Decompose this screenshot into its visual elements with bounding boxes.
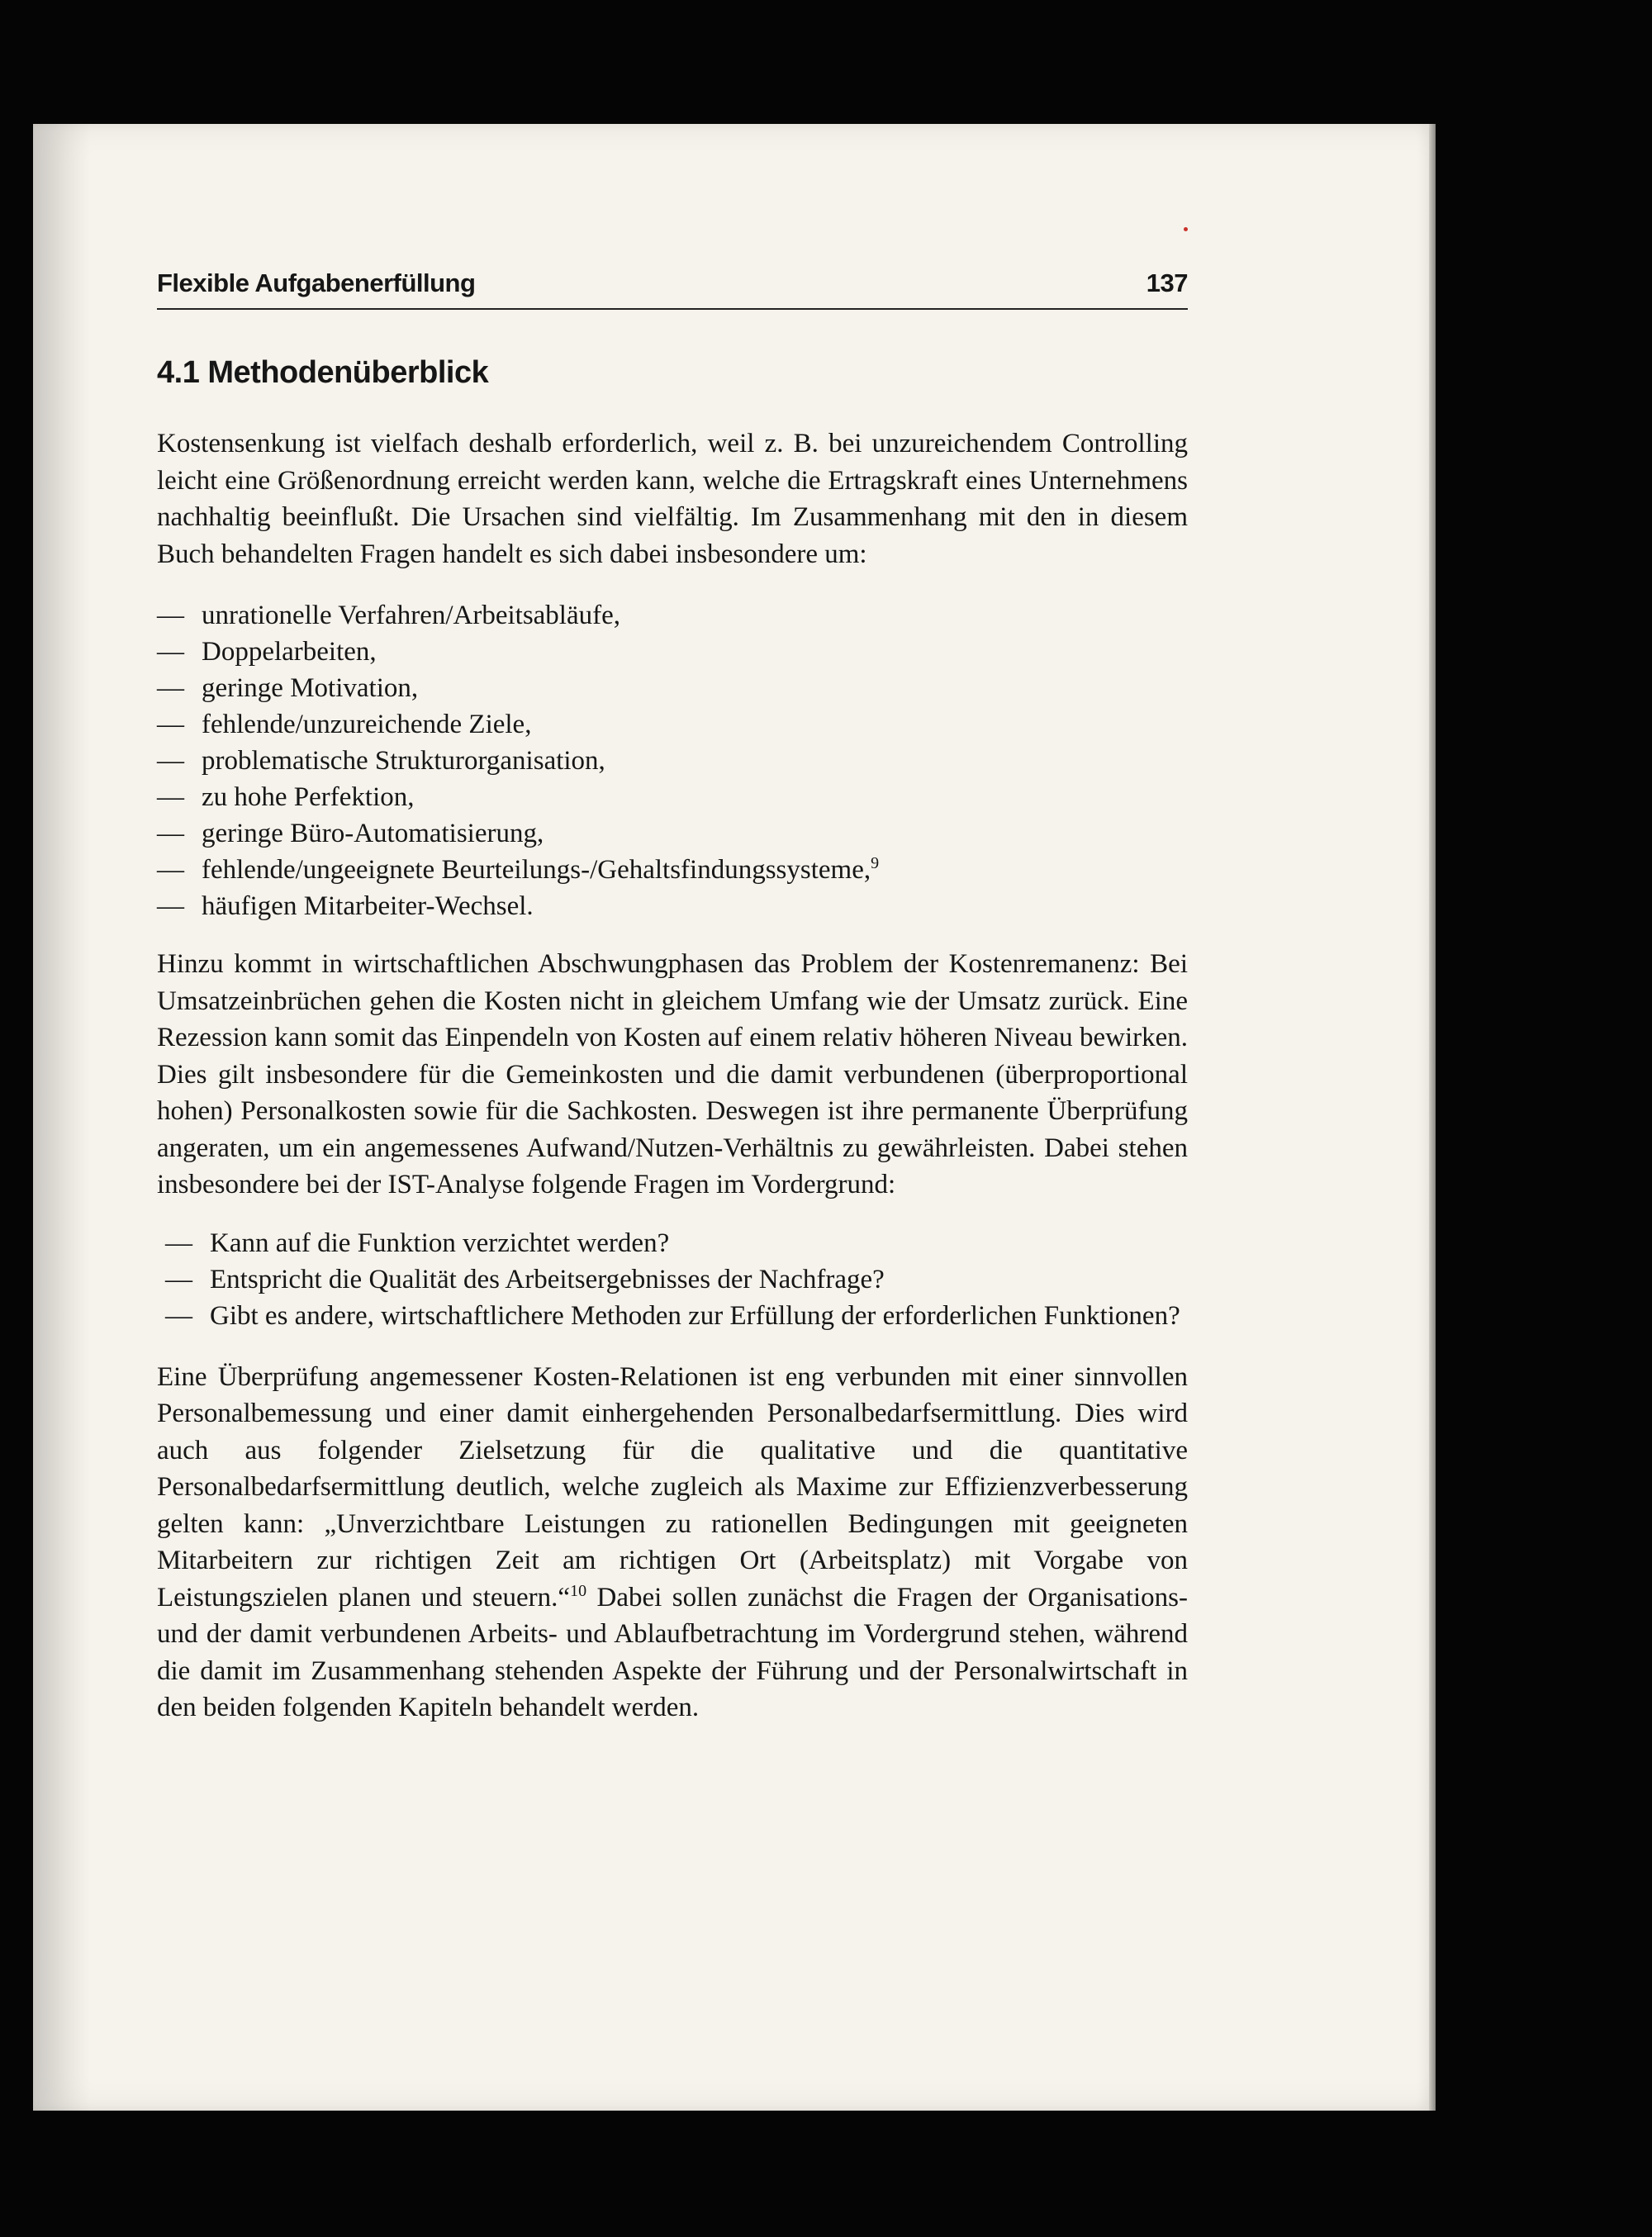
dash: — (157, 891, 184, 921)
dash: — (157, 710, 184, 739)
list-item: — problematische Strukturorganisation, (157, 743, 1188, 779)
list-item: — geringe Motivation, (157, 670, 1188, 706)
running-title: Flexible Aufgabenerfüllung (157, 268, 476, 297)
dash: — (157, 673, 184, 703)
list-item: — Kann auf die Funktion verzichtet werden? (165, 1225, 1188, 1261)
list-item: — unrationelle Verfahren/Arbeitsabläufe, (157, 597, 1188, 634)
dash: — (157, 782, 184, 812)
dash: — (165, 1228, 192, 1258)
list-item: — häufigen Mitarbeiter-Wechsel. (157, 888, 1188, 924)
list-item: — fehlende/ungeeignete Beurteilungs-/Gehaltsfindungssysteme,$^9$ (157, 852, 1188, 888)
paragraph-2: Hinzu kommt in wirtschaftlichen Abschwungphasen das Problem der Kostenremanenz: Bei Umsatzeinbrüchen gehen die Kosten nicht in gleichem Umfang wie der Umsatz zurück. Eine Rezession kann somit das Einpendeln von Kosten auf einem relativ höheren Niveau bewirken. Dies gilt insbesondere für die Gemeinkosten und die damit verbundenen (überproportional hohen) Personalkosten sowie für die Sachkosten. Deswegen ist ihre permanente Überprüfung angeraten, um ein angemessenes Aufwand/Nutzen-Verhältnis zu gewährleisten. Dabei stehen insbesondere bei der IST-Analyse folgende Fragen im Vordergrund: (157, 949, 1188, 1199)
list-item: — Doppelarbeiten, (157, 634, 1188, 670)
paragraph-3: Eine Überprüfung angemessener Kosten-Relationen ist eng verbunden mit einer sinnvollen Personalbemessung und einer damit einhergehenden Personalbedarfsermittlung. Dies wird auch aus folgender Zielsetzung für die qualitative und die quantitative Personalbedarfsermittlung deutlich, welche zugleich als Maxime zur Effizienzverbesserung gelten kann: „Unverzichtbare Leistungen zu rationellen Bedingungen mit geeigneten Mitarbeitern zur richtigen Zeit am richtigen Ort (Arbeitsplatz) mit Vorgabe von Leistungszielen planen und steuern.“$^{10}$ Dabei sollen zunächst die Fragen der Organisations- und der damit verbundenen Arbeits- und Ablaufbetrachtung im Vordergrund stehen, während die damit im Zusammenhang stehenden Aspekte der Führung und der Personalwirtschaft in den beiden folgenden Kapiteln behandelt werden. (157, 1361, 1188, 1722)
page-fold-shadow (33, 124, 91, 2111)
paragraph-1: Kostensenkung ist vielfach deshalb erforderlich, weil z. B. bei unzureichendem Controlling leicht eine Größenordnung erreicht werden kann, welche die Ertragskraft eines Unternehmens nachhaltig beeinflußt. Die Ursachen sind vielfältig. Im Zusammenhang mit den in diesem Buch behandelten Fragen handelt es sich dabei insbesondere um: (157, 429, 1188, 569)
list-item: — geringe Büro-Automatisierung, (157, 815, 1188, 852)
footnote-mark: 9 (871, 854, 880, 872)
red-mark (1184, 227, 1188, 231)
list-item: — Gibt es andere, wirtschaftlichere Methoden zur Erfüllung der erforderlichen Funktionen? (165, 1298, 1188, 1334)
dash: — (157, 819, 184, 848)
dash: — (165, 1300, 192, 1331)
dash: — (157, 637, 184, 667)
running-head (157, 268, 1188, 310)
page-number: 137 (1146, 268, 1188, 297)
dash: — (157, 855, 184, 885)
page-content (157, 268, 1188, 1726)
list-item: — fehlende/unzureichende Ziele, (157, 706, 1188, 743)
list-item: — zu hohe Perfektion, (157, 779, 1188, 815)
list-item: — Entspricht die Qualität des Arbeitsergebnisses der Nachfrage? (165, 1261, 1188, 1298)
dash: — (165, 1264, 192, 1294)
section-title: 4.1 Methodenüberblick (157, 355, 489, 390)
footnote-mark: 10 (570, 1581, 587, 1600)
dash: — (157, 746, 184, 776)
dash: — (157, 601, 184, 630)
page-edge (1429, 124, 1436, 2111)
cause-list (157, 597, 1188, 924)
question-list (157, 1225, 1188, 1334)
